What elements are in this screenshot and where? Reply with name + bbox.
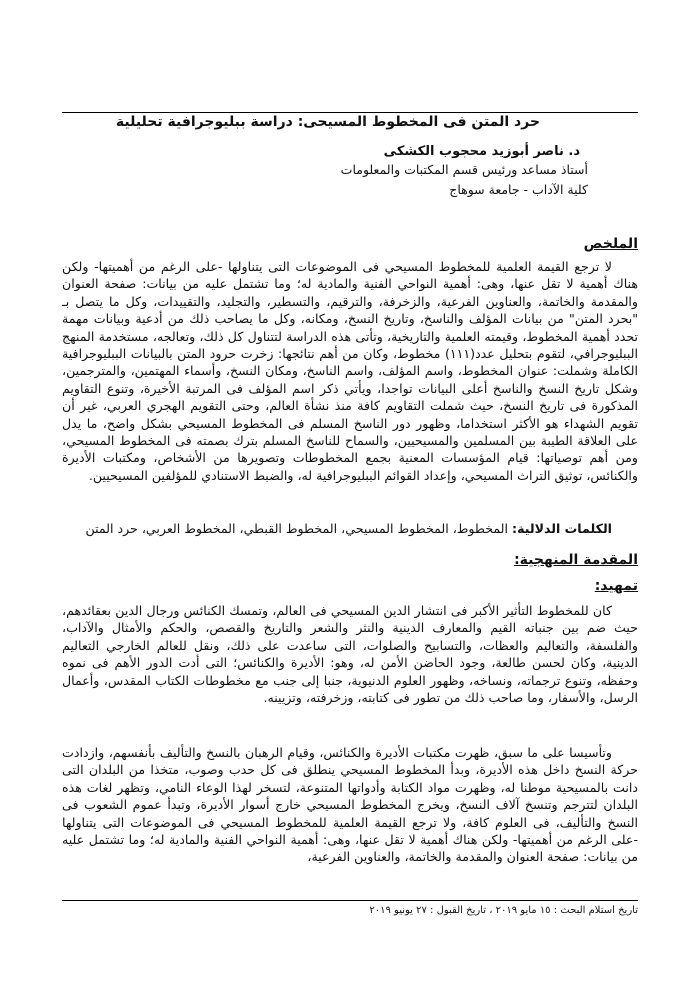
intro-heading: المقدمة المنهجية:	[514, 552, 638, 568]
keywords-label: الكلمات الدلالية:	[512, 521, 612, 536]
intro-paragraph-2: وتأسيسا على ما سبق، ظهرت مكتبات الأديرة والكنائس، وقيام الرهبان بالنسخ والتأليف بأنفسهم، وازدادت حركة النسخ داخل هذه الأديرة، وبدأ المخطوط المسيحي ينطلق فى كل حدب وصوب، متخذا من البلدان التى دانت بالمسيحية موطنا له، وظهرت مواد الكتابة وأدواتها المتنوعة، لتسخر لهذا الوعاء النامي، وتظهر لغات هذه البلدان لتترجم وتنسخ آلاف النسخ، ويخرج المخطوط المسيحي خارج أسوار الأديرة، وتبدأ عموم الشعوب فى النسخ والتأليف، فى العلوم كافة، ولا ترجع القيمة العلمية للمخطوط المسيحي فى الموضوعات التى يتناولها -على الرغم من أهميتها- ولكن هناك أهمية لا تقل عنها، وهى: أهمية النواحي الفنية والمادية له؛ وما تشتمل عليه من بيانات: صفحة العنوان والمقدمة والخاتمة، والعناوين الفرعية،	[62, 745, 638, 865]
author-name: د. ناصر أبوزيد محجوب الكشكى	[383, 144, 580, 159]
intro-subheading: تمهيد:	[594, 578, 638, 594]
author-affiliation-position: أستاذ مساعد ورئيس قسم المكتبات والمعلومات	[340, 162, 588, 177]
author-affiliation-institution: كلية الآداب - جامعة سوهاج	[449, 182, 588, 197]
keywords-text: المخطوط، المخطوط المسيحي، المخطوط القبطي، المخطوط العربي، حرد المتن	[85, 521, 509, 536]
paper-title: حرد المتن فى المخطوط المسيحى: دراسة ببليوجرافية تحليلية	[115, 114, 540, 130]
keywords-line	[62, 520, 638, 537]
abstract-text: لا ترجع القيمة العلمية للمخطوط المسيحي فى الموضوعات التى يتناولها -على الرغم من أهميتها- ولكن هناك أهمية لا تقل عنها، وهى: أهمية النواحي الفنية والمادية له؛ وما تشتمل عليه من بيانات: صفحة العنوان والمقدمة والخاتمة، والعناوين الفرعية، والزخرفة، والترقيم، والتسطير، والتجليد، والتقييدات، وكل ما يتصل بـ "بحرد المتن" من بيانات المؤلف والناسخ، وتاريخ النسخ، ومكانه، وكل ما يصاحب ذلك من أدعية وبيانات مهمة تحدد أهمية المخطوط، وقيمته العلمية والتاريخية، وتأتى هذه الدراسة لتتناول كل ذلك، وتعالجه، مستخدمة المنهج الببليوجرافي، لتقوم بتحليل عدد(١١١) مخطوط، وكان من أهم نتائجها: زخرت حرود المتن بالبيانات الببليوجرافية الكاملة وشملت: عنوان المخطوط، واسم المؤلف، واسم الناسخ، ومكان النسخ، وأسماء المهتمين، والمترجمين، وشكل تاريخ النسخ والناسخ أعلى البيانات تواجدا، ويأتي ذكر اسم المؤلف فى المرتبة الأخيرة، وتنوع التقاويم المذكورة فى تاريخ النسخ، حيث شملت التقاويم كافة منذ نشأة العالم، وحتى التقويم الهجري العربي، غير أن تقويم الشهداء هو الأكثر استخداما، وظهور دور الناسخ المسلم فى المخطوط المسيحي بشكل واضح، ما يدل على العلاقة الطيبة بين المسلمين والمسيحيين، والسماح للناسخ المسلم بترك بصمته فى المخطوط المسيحي، ومن أهم توصياتها: قيام المؤسسات المعنية بجمع المخطوطات وتصويرها من الأشخاص، ومكتبات الأديرة والكنائس، توثيق التراث المسيحي، وإعداد القوائم الببليوجرافية له، والضبط الاستنادي للمؤلفين المسيحيين.	[62, 259, 638, 483]
submission-dates-footnote: تاريخ استلام البحث : ١٥ مايو ٢٠١٩ ، تاريخ القبول : ٢٧ يونيو ٢٠١٩	[369, 905, 638, 916]
footnote-rule	[62, 900, 638, 901]
header-rule	[62, 112, 638, 113]
intro-paragraph-1: كان للمخطوط التأثير الأكبر فى انتشار الدين المسيحي فى العالم، وتمسك الكنائس ورجال الدين بعقائدهم، حيث ضم بين جنباته القيم والمعارف الدينية والنثر والشعر والتاريخ والقصص، والحكم والأمثال والآداب، والفلسفة، والتعاليم والعظات، والتسابيح والصلوات، التى ساعدت على ذلك، ونقل للعالم الخارجي التعاليم الدينية، وكان لحسن طالعة، وجود الحاضن الأمن له، وهو: الأديرة والكنائس؛ التى أدت الدور الأهم فى نموه وحفظه، وتنوع ترجماته، ونساخه، وظهور العلوم الدنيوية، جنبا إلى جنب مع مخطوطات الكتاب المقدس، وأعمال الرسل، والأسفار، وما صاحب ذلك من تطور فى كتابته، وزخرفته، وتزيينه.	[62, 603, 638, 706]
abstract-heading: الملخص	[583, 236, 638, 252]
